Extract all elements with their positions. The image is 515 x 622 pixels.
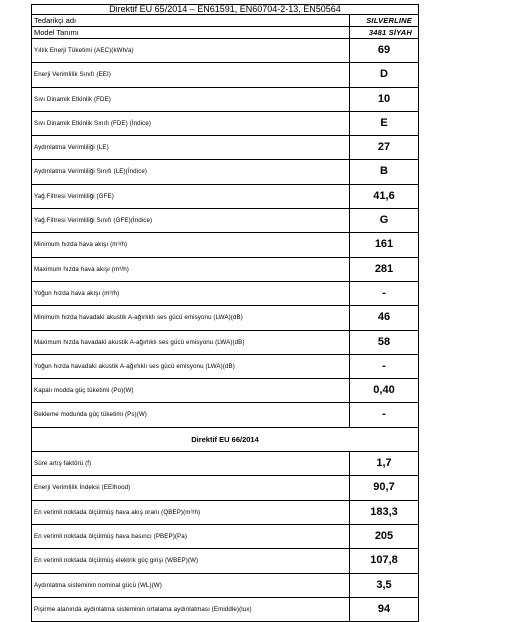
row-value: 3,5 — [349, 574, 418, 597]
row-value: G — [349, 209, 418, 232]
row-value: E — [349, 112, 418, 135]
table-row — [32, 136, 418, 160]
table-row — [32, 525, 418, 549]
model-label: Model Tanımı — [34, 28, 79, 37]
row-label: Süre artış faktörü (f) — [34, 460, 92, 468]
row-label: Yoğun hızda havadaki akustik A-ağırlıklı ses gücü emisyonu (LWA)(dB) — [34, 362, 235, 370]
row-value: - — [349, 282, 418, 305]
row-value: B — [349, 160, 418, 183]
table-row — [32, 598, 418, 622]
table-row — [32, 403, 418, 427]
row-value: 161 — [349, 233, 418, 256]
row-value: 46 — [349, 306, 418, 329]
row-value: 281 — [349, 258, 418, 281]
model-row — [32, 27, 418, 39]
row-value: 69 — [349, 39, 418, 62]
row-label: En verimli noktada ölçülmüş hava basıncı (PBEP)(Pa) — [34, 532, 187, 540]
row-value: 27 — [349, 136, 418, 159]
energy-label-table — [31, 4, 419, 622]
row-value: 107,8 — [349, 549, 418, 572]
table-row — [32, 63, 418, 87]
row-value: 58 — [349, 331, 418, 354]
supplier-row — [32, 15, 418, 27]
table-row — [32, 331, 418, 355]
row-label: Yoğun hızda hava akışı (m³/h) — [34, 289, 120, 297]
table-row — [32, 574, 418, 598]
table-row — [32, 39, 418, 63]
row-value: 205 — [349, 525, 418, 548]
row-label: Aydınlatma Verimliliği Sınıfı (LE)(İndice) — [34, 168, 148, 176]
row-label: En verimli noktada ölçülmüş hava akış oranı (QBEP)(m³/h) — [34, 508, 201, 516]
directive-header: Direktif EU 65/2014 – EN61591, EN60704-2-13, EN50564 — [32, 4, 418, 15]
table-row — [32, 452, 418, 476]
table-row — [32, 355, 418, 379]
row-value: - — [349, 403, 418, 426]
row-label: Enerji Verimlilik İndeksi (EEIhood) — [34, 484, 131, 492]
row-label: Yağ Filtresi Verimliliği (GFE) — [34, 192, 114, 200]
section-heading: Direktif EU 66/2014 — [32, 428, 418, 452]
table-row — [32, 476, 418, 500]
table-row — [32, 88, 418, 112]
table-row — [32, 379, 418, 403]
row-value: D — [349, 63, 418, 86]
row-label: Aydınlatma sisteminin nominal gücü (WL)(W) — [34, 581, 162, 589]
row-label: Kapalı modda güç tüketimi (Po)(W) — [34, 387, 134, 395]
row-label: Minimum hızda hava akışı (m³/h) — [34, 241, 128, 249]
table-row — [32, 160, 418, 184]
row-label: Yıllık Enerji Tüketimi (AEC)(kWh/a) — [34, 47, 134, 54]
row-label: Bekleme modunda güç tüketimi (Ps)(W) — [34, 411, 147, 419]
table-row — [32, 549, 418, 573]
row-value: 94 — [349, 598, 418, 621]
row-value: 1,7 — [349, 452, 418, 475]
supplier-label: Tedarikçi adı — [34, 16, 77, 25]
row-label: Pişirme alanında aydınlatma sisteminin ortalama aydınlatması (Emiddle)(lux) — [34, 605, 252, 613]
row-value: 90,7 — [349, 476, 418, 499]
table-row — [32, 233, 418, 257]
table-row — [32, 501, 418, 525]
table-row — [32, 209, 418, 233]
row-label: Enerji Verimlilik Sınıfı (EEI) — [34, 71, 111, 79]
row-label: Aydınlatma Verimliliği (LE) — [34, 144, 109, 152]
row-value: 183,3 — [349, 501, 418, 524]
table-row — [32, 185, 418, 209]
row-value: 41,6 — [349, 185, 418, 208]
row-value: 0,40 — [349, 379, 418, 402]
row-label: En verimli noktada ölçülmüş elektrik güç girişi (WBEP)(W) — [34, 557, 199, 565]
table-row — [32, 258, 418, 282]
row-value: 10 — [349, 88, 418, 111]
table-row — [32, 282, 418, 306]
row-label: Sıvı Dinamik Etkinlik Sınıfı (FDE) (İndice) — [34, 119, 152, 127]
supplier-value: SILVERLINE — [349, 15, 418, 26]
model-value: 3481 SİYAH — [349, 27, 418, 38]
row-label: Maximum hızda hava akışı (m³/h) — [34, 265, 129, 273]
row-label: Maximum hızda havadaki akustik A-ağırlıklı ses gücü emisyonu (LWA)(dB) — [34, 338, 245, 346]
row-label: Minimum hızda havadaki akustik A-ağırlıklı ses gücü emisyonu (LWA)(dB) — [34, 314, 243, 322]
row-label: Yağ Filtresi Verimliliği Sınıfı (GFE)(İndice) — [34, 217, 153, 225]
row-value: - — [349, 355, 418, 378]
row-label: Sıvı Dinamik Etkinlik (FDE) — [34, 95, 111, 103]
table-row — [32, 112, 418, 136]
table-row — [32, 306, 418, 330]
